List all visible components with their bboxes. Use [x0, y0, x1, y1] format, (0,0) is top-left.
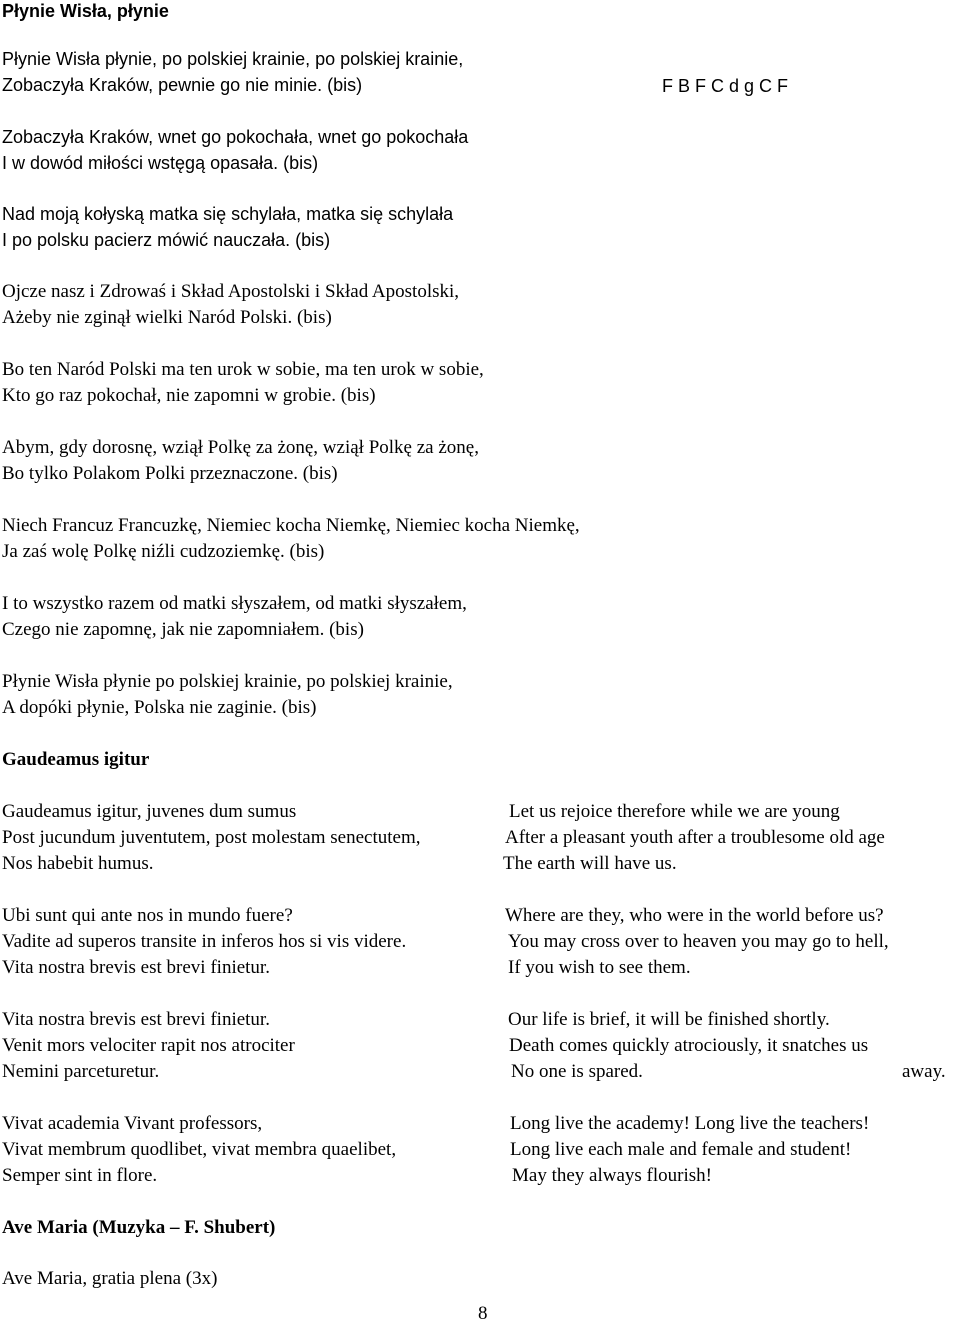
stanza-line: I po polsku pacierz mówić nauczała. (bis)	[2, 230, 331, 250]
latin-line: Vivat academia Vivant professors,	[2, 1113, 263, 1134]
english-line-continuation: away.	[902, 1061, 946, 1082]
latin-line: Semper sint in flore.	[2, 1165, 158, 1186]
stanza-line: Zobaczyła Kraków, pewnie go nie minie. (bis)	[2, 75, 363, 95]
stanza-line: Abym, gdy dorosnę, wziął Polkę za żonę, wziął Polkę za żonę,	[2, 437, 479, 458]
latin-line: Nos habebit humus.	[2, 853, 154, 874]
latin-line: Vivat membrum quodlibet, vivat membra quaelibet,	[2, 1139, 397, 1160]
latin-line: Venit mors velociter rapit nos atrociter	[2, 1035, 295, 1056]
song-title-gaudeamus: Gaudeamus igitur	[2, 749, 150, 770]
english-line: May they always flourish!	[512, 1165, 712, 1186]
stanza-line: Płynie Wisła płynie po polskiej krainie, po polskiej krainie,	[2, 671, 453, 692]
stanza-4	[2, 279, 459, 331]
stanza-5	[2, 357, 484, 409]
ave-maria-line: Ave Maria, gratia plena (3x)	[2, 1268, 218, 1289]
stanza-line: I w dowód miłości wstęgą opasała. (bis)	[2, 153, 319, 173]
english-line: Long live the academy! Long live the teachers!	[510, 1113, 870, 1134]
english-line: Death comes quickly atrociously, it snatches us	[509, 1035, 869, 1056]
stanza-6	[2, 435, 479, 487]
english-line: Where are they, who were in the world before us?	[505, 905, 884, 926]
stanza-line: Ojcze nasz i Zdrowaś i Skład Apostolski i Skład Apostolski,	[2, 281, 460, 302]
english-line: Let us rejoice therefore while we are young	[509, 801, 840, 822]
latin-line: Gaudeamus igitur, juvenes dum sumus	[2, 801, 297, 822]
stanza-7	[2, 513, 580, 565]
english-line: Long live each male and female and student!	[510, 1139, 852, 1160]
stanza-line: Czego nie zapomnę, jak nie zapomniałem. (bis)	[2, 619, 364, 640]
stanza-line: Płynie Wisła płynie, po polskiej krainie, po polskiej krainie,	[2, 49, 464, 69]
stanza-8	[2, 591, 467, 643]
stanza-line: I to wszystko razem od matki słyszałem, od matki słyszałem,	[2, 593, 467, 614]
stanza-line: Zobaczyła Kraków, wnet go pokochała, wnet go pokochała	[2, 127, 469, 147]
stanza-line: Ja zaś wolę Polkę niźli cudzoziemkę. (bis)	[2, 541, 325, 562]
english-line: Our life is brief, it will be finished shortly.	[508, 1009, 830, 1030]
english-line: You may cross over to heaven you may go to hell,	[508, 931, 889, 952]
stanza-line: Kto go raz pokochał, nie zapomni w grobie. (bis)	[2, 385, 376, 406]
page-number: 8	[478, 1303, 488, 1324]
latin-line: Ubi sunt qui ante nos in mundo fuere?	[2, 905, 293, 926]
latin-line: Vita nostra brevis est brevi finietur.	[2, 957, 270, 978]
stanza-line: Niech Francuz Francuzkę, Niemiec kocha Niemkę, Niemiec kocha Niemkę,	[2, 515, 580, 536]
stanza-9	[2, 669, 453, 721]
chord-progression: F B F C d g C F	[662, 76, 789, 96]
stanza-line: Ażeby nie zginął wielki Naród Polski. (bis)	[2, 307, 332, 328]
english-line: After a pleasant youth after a troublesome old age	[505, 827, 885, 848]
latin-line: Vita nostra brevis est brevi finietur.	[2, 1009, 270, 1030]
english-line: The earth will have us.	[503, 853, 677, 874]
stanza-line: Bo ten Naród Polski ma ten urok w sobie, ma ten urok w sobie,	[2, 359, 484, 380]
english-line: If you wish to see them.	[508, 957, 691, 978]
english-line: No one is spared.	[511, 1061, 643, 1082]
latin-line: Nemini parceturetur.	[2, 1061, 160, 1082]
song-title-plynie-wisla: Płynie Wisła, płynie	[2, 1, 169, 21]
stanza-line: Bo tylko Polakom Polki przeznaczone. (bis)	[2, 463, 338, 484]
stanza-line: A dopóki płynie, Polska nie zaginie. (bis)	[2, 697, 317, 718]
stanza-3	[2, 201, 453, 253]
song-title-ave-maria: Ave Maria (Muzyka – F. Shubert)	[2, 1217, 276, 1238]
latin-line: Vadite ad superos transite in inferos hos si vis videre.	[2, 931, 407, 952]
stanza-2	[2, 124, 468, 176]
latin-line: Post jucundum juventutem, post molestam senectutem,	[2, 827, 421, 848]
stanza-1	[2, 46, 463, 98]
stanza-line: Nad moją kołyską matka się schylała, matka się schylała	[2, 204, 454, 224]
